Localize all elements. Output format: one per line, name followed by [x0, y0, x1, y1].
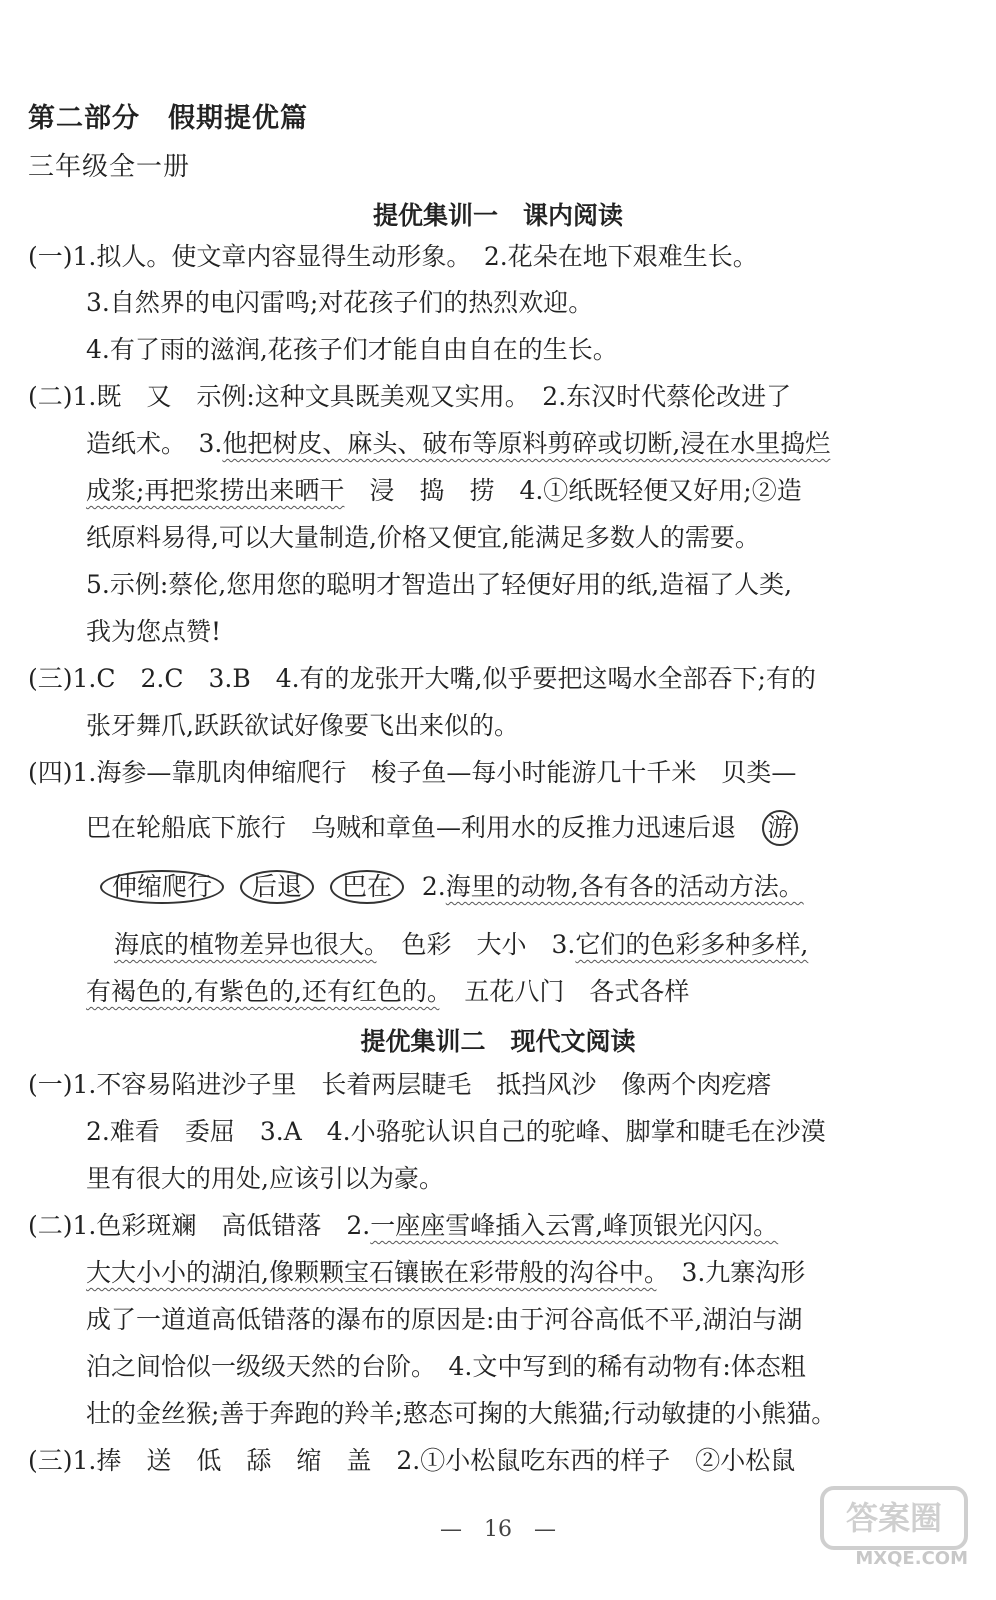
answer-text: 色彩 大小 3. [376, 930, 576, 959]
answer-text: 造纸术。 3. [86, 429, 223, 458]
answer-text: 2. [421, 872, 446, 901]
answer-line [100, 870, 804, 904]
answer-line: (一)1.拟人。使文章内容显得生动形象。 2.花朵在地下艰难生长。 [28, 242, 758, 271]
answer-line [114, 928, 808, 962]
answer-line [28, 1209, 778, 1243]
answer-text: 浸 捣 捞 4.①纸既轻便又好用;②造 [344, 476, 802, 505]
answer-text: 3.九寨沟形 [656, 1258, 806, 1287]
answer-line: 4.有了雨的滋润,花孩子们才能自由自在的生长。 [86, 335, 618, 364]
underlined-answer: 有褐色的,有紫色的,还有红色的。 [86, 977, 440, 1006]
answer-line [86, 975, 689, 1009]
page-number: — 16 — [440, 1517, 556, 1542]
answer-text: 五花八门 各式各样 [439, 977, 690, 1006]
answer-line: 泊之间恰似一级级天然的台阶。 4.文中写到的稀有动物有:体态粗 [86, 1352, 806, 1381]
answer-line [86, 427, 830, 461]
answer-line: 2.难看 委屈 3.A 4.小骆驼认识自己的驼峰、脚掌和睫毛在沙漠 [86, 1117, 826, 1146]
underlined-answer: 一座座雪峰插入云霄,峰顶银光闪闪。 [370, 1211, 779, 1240]
underlined-answer: 海里的动物,各有各的活动方法。 [445, 872, 804, 901]
answer-text: (二)1.色彩斑斓 高低错落 2. [28, 1211, 371, 1240]
circled-word: 后退 [240, 870, 314, 904]
circled-word: 游 [762, 810, 798, 846]
answer-line [86, 810, 798, 846]
answer-line [86, 474, 802, 508]
answer-text: 巴在轮船底下旅行 乌贼和章鱼—利用水的反推力迅速后退 [86, 813, 737, 842]
answer-line: (三)1.捧 送 低 舔 缩 盖 2.①小松鼠吃东西的样子 ②小松鼠 [28, 1446, 796, 1475]
answer-line: 纸原料易得,可以大量制造,价格又便宜,能满足多数人的需要。 [86, 523, 760, 552]
answer-line: 张牙舞爪,跃跃欲试好像要飞出来似的。 [86, 711, 519, 740]
circled-word: 伸缩爬行 [100, 870, 224, 904]
answer-line: (一)1.不容易陷进沙子里 长着两层睫毛 抵挡风沙 像两个肉疙瘩 [28, 1070, 772, 1099]
underlined-answer: 成浆;再把浆捞出来晒干 [86, 476, 345, 505]
watermark-logo: 答案圈 [820, 1486, 968, 1550]
answer-line: 壮的金丝猴;善于奔跑的羚羊;憨态可掬的大熊猫;行动敏捷的小熊猫。 [86, 1399, 837, 1428]
answer-line: (二)1.既 又 示例:这种文具既美观又实用。 2.东汉时代蔡伦改进了 [28, 382, 792, 411]
watermark [828, 1486, 968, 1576]
circled-word: 巴在 [330, 870, 404, 904]
watermark-url: MXQE.COM [855, 1548, 968, 1569]
answer-line: (三)1.C 2.C 3.B 4.有的龙张开大嘴,似乎要把这喝水全部吞下;有的 [28, 664, 816, 693]
underlined-answer: 他把树皮、麻头、破布等原料剪碎或切断,浸在水里捣烂 [222, 429, 831, 458]
answer-line: 我为您点赞! [86, 617, 222, 646]
underlined-answer: 海底的植物差异也很大。 [114, 930, 377, 959]
underlined-answer: 它们的色彩多种多样, [575, 930, 809, 959]
answer-line [86, 1256, 805, 1290]
answer-line: 里有很大的用处,应该引以为豪。 [86, 1164, 444, 1193]
section-title-1: 提优集训一 课内阅读 [372, 201, 623, 230]
answer-line: 5.示例:蔡伦,您用您的聪明才智造出了轻便好用的纸,造福了人类, [86, 570, 793, 599]
grade-title: 三年级全一册 [28, 152, 191, 182]
answer-line: (四)1.海参—靠肌肉伸缩爬行 梭子鱼—每小时能游几十千米 贝类— [28, 758, 797, 787]
answer-line: 3.自然界的电闪雷鸣;对花孩子们的热烈欢迎。 [86, 288, 594, 317]
answer-line: 成了一道道高低错落的瀑布的原因是:由于河谷高低不平,湖泊与湖 [86, 1305, 803, 1334]
underlined-answer: 大大小小的湖泊,像颗颗宝石镶嵌在彩带般的沟谷中。 [86, 1258, 657, 1287]
section-title-2: 提优集训二 现代文阅读 [360, 1027, 636, 1056]
part-title: 第二部分 假期提优篇 [28, 103, 308, 134]
